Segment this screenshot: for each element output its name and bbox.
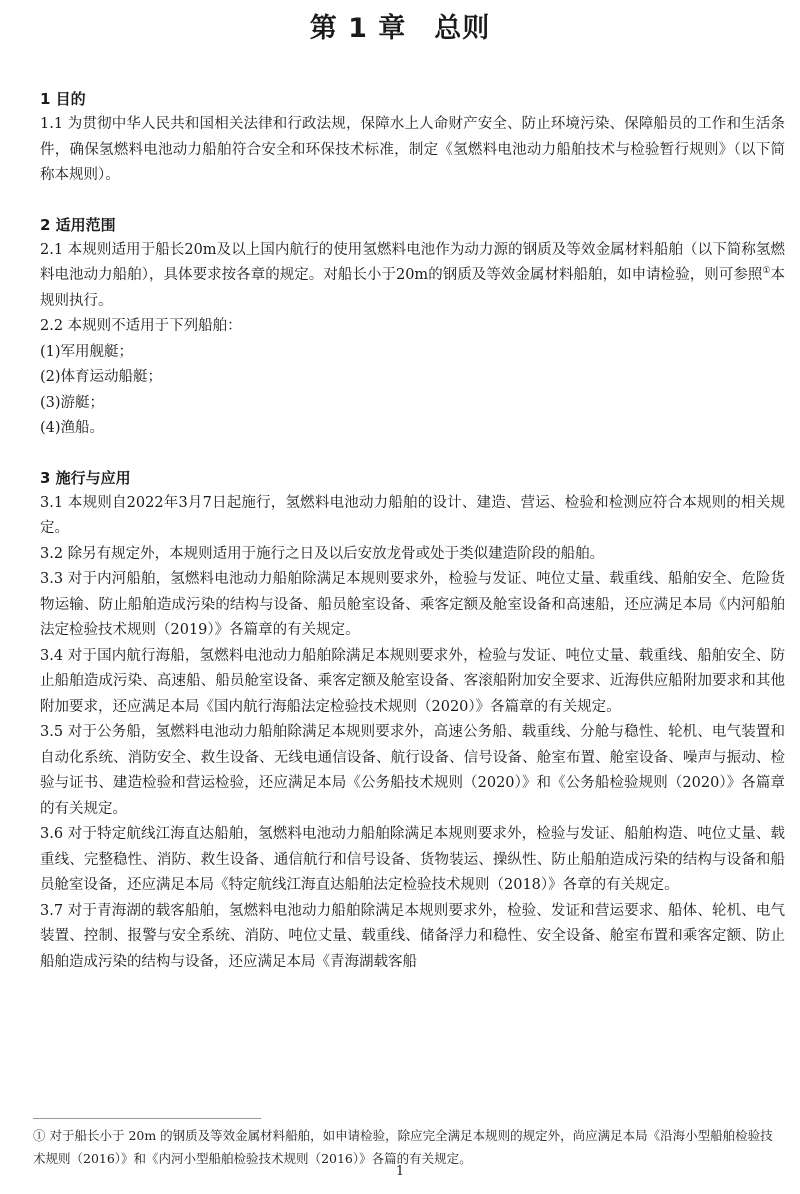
list-item-yacht: (3)游艇；	[40, 394, 105, 411]
chapter-title: 第 1 章 总则	[309, 13, 491, 44]
section-heading-implementation: 3 施行与应用	[40, 468, 131, 487]
paragraph-3-3: 3.3 对于内河船舶，氢燃料电池动力船舶除满足本规则要求外，检验与发证、吨位丈量、载重线、船舶安全、危险货物运输、防止船舶造成污染的结构与设备、船员舱室设备、乘客定额及舱室设备和高速船，还应满足本局《内河船舶法定检验技术规则（2019）》各篇章的有关规定。	[40, 571, 785, 638]
page-number: 1	[395, 1164, 405, 1179]
footnote-divider	[33, 1118, 261, 1119]
paragraph-1-1: 1.1 为贯彻中华人民共和国相关法律和行政法规，保障水上人命财产安全、防止环境污染、保障船员的工作和生活条件，确保氢燃料电池动力船舶符合安全和环保技术标准，制定《氢燃料电池动力船舶技术与检验暂行规则》（以下简称本规则）。	[40, 116, 785, 183]
paragraph-3-4: 3.4 对于国内航行海船，氢燃料电池动力船舶除满足本规则要求外，检验与发证、吨位丈量、载重线、船舶安全、防止船舶造成污染、高速船、船员舱室设备、乘客定额及舱室设备、客滚船附加安全要求、近海供应船附加要求和其他附加要求，还应满足本局《国内航行海船法定检验技术规则（2020）》各篇章的有关规定。	[40, 647, 785, 715]
body-content	[40, 87, 785, 975]
paragraph-3-5: 3.5 对于公务船，氢燃料电池动力船舶除满足本规则要求外，高速公务船、载重线、分舱与稳性、轮机、电气装置和自动化系统、消防安全、救生设备、无线电通信设备、航行设备、信号设备、舱室布置、舱室设备、噪声与振动、检验与证书、建造检验和营运检验，还应满足本局《公务船技术规则（2020）》和《公务船检验规则（2020）》各篇章的有关规定。	[40, 724, 785, 817]
paragraph-3-1: 3.1 本规则自2022年3月7日起施行，氢燃料电池动力船舶的设计、建造、营运、检验和检测应符合本规则的相关规定。	[40, 494, 785, 536]
paragraph-2-1-text-b: 本规则执行。	[40, 267, 785, 309]
footnote: ① 对于船长小于 20m 的钢质及等效金属材料船舶，如申请检验，除应完全满足本规则的规定外，尚应满足本局《沿海小型船舶检验技术规则（2016）》和《内河小型船舶检验技术规则（2016）》各篇的有关规定。	[33, 1128, 773, 1166]
section-heading-scope: 2 适用范围	[40, 215, 116, 234]
list-item-fishing: (4)渔船。	[40, 420, 105, 436]
paragraph-3-6: 3.6 对于特定航线江海直达船舶，氢燃料电池动力船舶除满足本规则要求外，检验与发证、船舶构造、吨位丈量、载重线、完整稳性、消防、救生设备、通信航行和信号设备、货物装运、操纵性、防止船舶造成污染的结构与设备和船员舱室设备，还应满足本局《特定航线江海直达船舶法定检验技术规则（2018）》各章的有关规定。	[40, 826, 785, 893]
paragraph-2-1-text-a: 2.1 本规则适用于船长20m及以上国内航行的使用氢燃料电池作为动力源的钢质及等效金属材料船舶（以下简称氢燃料电池动力船舶），具体要求按各章的规定。对船长小于20m的钢质及等效金属材料船舶，如申请检验，则可参照	[40, 241, 785, 283]
list-item-military: (1)军用舰艇；	[40, 343, 134, 360]
section-heading-purpose: 1 目的	[40, 90, 86, 108]
footnote-marker[interactable]: ①	[762, 266, 771, 277]
paragraph-3-7: 3.7 对于青海湖的载客船舶，氢燃料电池动力船舶除满足本规则要求外，检验、发证和营运要求、船体、轮机、电气装置、控制、报警与安全系统、消防、吨位丈量、载重线、储备浮力和稳性、安全设备、舱室布置和乘客定额、防止船舶造成污染的结构与设备，还应满足本局《青海湖载客船	[40, 902, 785, 970]
paragraph-2-2: 2.2 本规则不适用于下列船舶：	[40, 318, 242, 334]
paragraph-2-1	[40, 238, 785, 315]
paragraph-3-2: 3.2 除另有规定外，本规则适用于施行之日及以后安放龙骨或处于类似建造阶段的船舶。	[40, 545, 605, 562]
list-item-sport: (2)体育运动船艇；	[40, 369, 163, 385]
